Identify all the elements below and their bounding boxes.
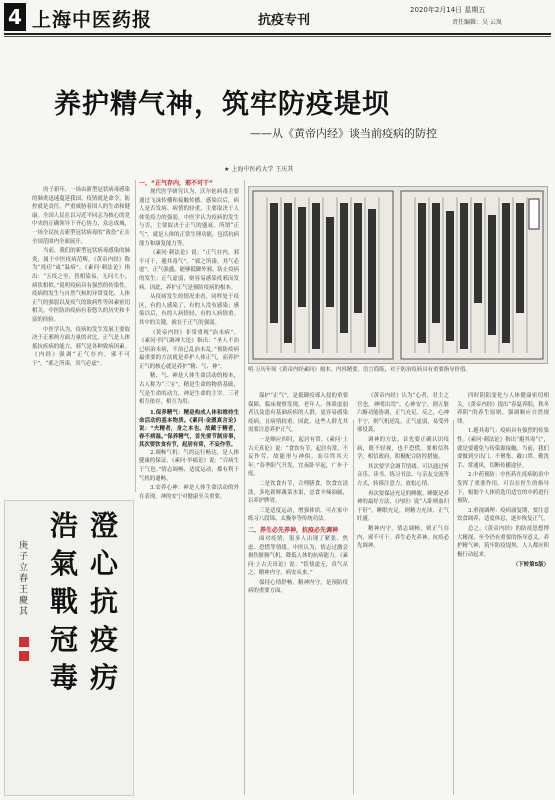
paragraph: 一是顺应四时，起居有常。《素问·上古天真论》说：“食饮有节，起居有常，不妄作劳，故能形与神俱，而尽终其天年。”春季阳气升发，宜夜卧早起，广步于庭。 — [248, 436, 348, 478]
paragraph: 精、气、神是人体生命活动的根本，古人称为“三宝”。精是生命的物质基础，气是生命的动力，神是生命的主宰。三者相互依存，相互为用。 — [139, 373, 239, 406]
section-heading-2: 二、养生必先养神，抗疫必先调神 — [248, 526, 339, 534]
seal-stamp — [19, 651, 29, 661]
byline-text: 上海中医药大学 王庆其 — [231, 166, 294, 173]
paragraph: 中医学认为，疫病的发生发展主要取决于正邪两方面力量的对比。正气是人体抵抗疾病的能力，邪气是各种致病因素。《内经》强调“正气存内，邪不可干”，“邪之所凑，其气必虚”。 — [32, 326, 130, 367]
text-column-2 — [139, 178, 239, 795]
column-divider — [244, 180, 245, 795]
image-caption: 明·万历年间《黄帝内经素问》刻本，内容精要，语言简练，对于防治疫病具有重要指导价值。 — [248, 367, 471, 373]
article-headline: 养护精气神，筑牢防疫堤坝 — [54, 89, 390, 120]
paragraph: 二是饮食有节，合理膳食。饮食宜清淡，多吃新鲜蔬菜水果，忌食辛辣油腻，以养护脾胃。 — [248, 480, 348, 505]
paragraph: 再次要保证充足的睡眠。睡眠是养神的最好方法，《内经》说“人卧则血归于肝”。睡眠充足，则精力充沛，正气旺盛。 — [357, 490, 449, 523]
column-divider — [135, 180, 136, 492]
article-subheadline: ——从《黄帝内经》谈当前疫病的防控 — [250, 127, 437, 140]
text-column-3 — [248, 392, 348, 795]
newspaper-name: 上海中医药报 — [32, 9, 153, 31]
manuscript-illustration — [249, 187, 547, 363]
paragraph: 2.中药预防：中医药在疫病防治中发挥了重要作用。可以在医生的指导下，根据个人体质选用适宜的中药进行预防。 — [457, 472, 549, 505]
paragraph: 精神内守，情志调畅，则正气存内，邪不可干。养生必先养神，抗疫必先调神。 — [357, 525, 449, 550]
paragraph: 3.安养心神：神是人体生命活动的外在表现，神的安宁对健康至关重要。 — [139, 485, 239, 500]
star-icon: ★ — [224, 166, 230, 173]
seal-stamp — [19, 637, 29, 647]
section-title: 抗疫专刊 — [258, 13, 311, 28]
masthead-rule-thin — [4, 36, 551, 37]
masthead-rule — [4, 33, 551, 35]
manuscript-photo — [248, 186, 548, 364]
paragraph: 《黄帝内经》非常重视“治未病”。《素问·四气调神大论》指出：“圣人不治已病治未病，不治已乱治未乱。”预防疫病最重要的方法就是养护人体正气，而养护正气的核心就是养护“精、气、神”。 — [139, 329, 239, 370]
paragraph: 现代医学研究认为，沃尔伦病毒主要通过飞沫传播和接触传播。感染以后，病人是否发病、病情的轻重，主要取决于人体免疫力的强弱。中医学认为疫病的发生与否，主要取决于正气的盛衰。所谓“正气”，就是人体的正常生理功能，包括抗病能力和康复能力等。 — [139, 189, 239, 247]
continued-note: （下转第5版） — [512, 562, 549, 569]
paragraph: 保护“正气”，是抵御疫邪入侵的重要保障。临床观察发现，老年人、体质虚弱者以及患有基础疾病的人群，更容易感染疫病，且病情较重。因此，这些人群尤其需要注意养护正气。 — [248, 393, 348, 434]
calligraphy-line-2: 浩氣戰冠毒 — [49, 509, 78, 694]
paragraph: 1.避其毒气：疫病具有强烈的传染性。《素问·刺法论》指出“避其毒气”，就是要避免与传染源接触。当前，我们要做到少出门、不聚集、戴口罩、勤洗手、常通风，切断传播途径。 — [457, 428, 549, 469]
paragraph: 总之，《黄帝内经》的防疫思想博大精深，至今仍有重要的指导意义。养护精气神，筑牢防疫堤坝，人人都应积极行动起来。 — [457, 525, 549, 558]
paragraph: 庚子新年，一场由新型冠状病毒感染的肺炎迅速蔓延我国。疫情就是命令，防控就是责任。严重威胁着国人的生命和健康。全国人民在以习近平同志为核心的党中央的正确领导下齐心协力，众志成城，一场全民抗击新型冠状病毒的“战役”正在全国范围内全面展开。 — [32, 187, 130, 245]
section-heading-1: 一、“正气存内，邪不可干” — [139, 180, 213, 187]
paragraph: 四时阴阳变化与人体健康密切相关。《黄帝内经》提出“春夏养阳，秋冬养阴”的养生原则，强调顺应自然规律。 — [457, 393, 549, 425]
text-column-1 — [32, 186, 130, 495]
paragraph: 从疫病发生的情况来看，同样处于疫区，有的人感染了，有的人没有感染；感染以后，有的人病情轻，有的人病情重。其中的关键，就在于正气的强弱。 — [139, 294, 239, 326]
text-column-5 — [457, 392, 549, 795]
paragraph: 3.重视调理：疫病康复期，要注意饮食调养，适度休息，逐步恢复正气。 — [457, 507, 549, 523]
paragraph: 调神的方法，首先要正确认识疫病，既不轻视，也不恐慌。要相信科学，相信政府，积极配合防控措施。 — [357, 436, 449, 461]
issue-date: 2020年2月14日 星期五 — [410, 6, 486, 14]
paragraph: 1.保养精气：精是构成人体和维持生命活动的基本物质。《素问·金匮真言论》说：“夫精者，身之本也。故藏于精者，春不病温。”保养精气，首先要节制房事，其次要饮食有节，起居有常，不妄作劳。 — [139, 409, 239, 448]
calligraphy-signature: 庚子立春王慶其 — [19, 541, 29, 617]
editor-credit: 责任编辑：吴 云岚 — [452, 19, 502, 26]
column-divider — [453, 420, 454, 795]
paragraph: 当前，我们的新型冠状病毒感染的肺炎，属于中医疫病范畴。《黄帝内经》称为“疫疠”或“温病”。《素问·刺法论》指出：“五疫之至，皆相染易，无问大小，病状相似。”说明疫病具有强烈的传染性。疫病的发生与自然气候的异常变化、人体正气的强弱以及疫气的致病性等因素密切相关。中医防治疫病有着悠久的历史和丰富的经验。 — [32, 248, 130, 323]
paragraph: 2.调畅气机：气的运行畅达，是人体健康的保证。《素问·举痛论》说：“百病生于气也。”情志调畅、适度运动，都有利于气机的通畅。 — [139, 449, 239, 482]
paragraph: 面对疫情，很多人出现了紧张、焦虑、恐慌等情绪。中医认为，情志过激会损伤脏腑气机，降低人体的抗病能力。《素问·上古天真论》说：“恬惔虚无，真气从之，精神内守，病安从来。” — [248, 535, 348, 577]
column-divider — [353, 420, 354, 795]
paragraph: 三是适度运动，增强体质。可在家中练习八段锦、太极拳等传统功法。 — [248, 507, 348, 523]
article-byline — [224, 164, 293, 173]
calligraphy-line-1: 澄心抗疫疠 — [89, 509, 118, 694]
paragraph: 其次要学会调节情绪。可以通过听音乐、读书、练习书法、与亲友交流等方式，转移注意力，放松心情。 — [357, 463, 449, 487]
paragraph: 《素问·刺法论》说：“正气存内，邪不可干，避其毒气”，“邪之所凑，其气必虚”。正气强盛，能够抵御外邪，防止疫病的发生；正气虚弱，则容易感染疫邪而发病。因此，养护正气是预防疫病的根本。 — [139, 250, 239, 291]
calligraphy-artwork — [4, 500, 134, 796]
page-number: 4 — [4, 3, 26, 31]
text-column-4 — [357, 392, 449, 795]
paragraph: 保持心情舒畅，精神内守，是预防疫病的重要方面。 — [248, 579, 348, 595]
paragraph: 《黄帝内经》认为“心者，君主之官也，神明出焉”。心神安宁，则五脏六腑功能协调，正气充足。反之，心神不宁，则气机逆乱，正气虚弱，易受外邪侵袭。 — [357, 393, 449, 434]
